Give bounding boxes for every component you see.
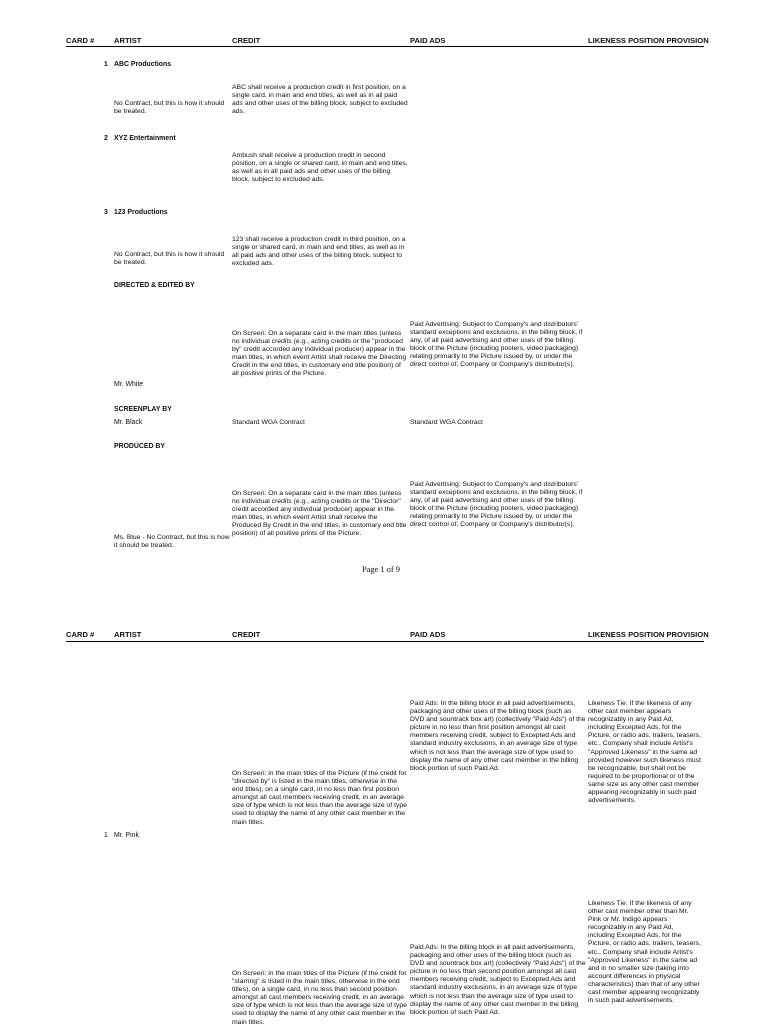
credit-text: ABC shall receive a production credit in first position, on a single card, in main and end titles, as well as in all paid ads and other uses of the billing block, subject to excluded ads. <box>232 84 408 116</box>
header-divider <box>66 641 704 642</box>
header-likeness: LIKENESS POSITION PROVISION <box>588 36 709 45</box>
header-credit: CREDIT <box>232 36 261 45</box>
paid-ads-text: Standard WGA Contract <box>410 419 483 426</box>
artist-name: Mr. Black <box>114 419 143 426</box>
credit-text: On Screen: in the main titles of the Picture (if the credit for "directed by" is listed in the main titles, otherwise in the end titles), on a single card, in no less than first position amongst all cast members receiving credit, in an average size of type which is not less than the average size of type used to display the name of any other cast member in the main titles. <box>232 770 407 826</box>
artist-name: Mr. White <box>114 381 144 388</box>
credit-text: 123 shall receive a production credit in third position, on a single or shared card, in main and end titles, as well as in all paid ads and other uses of the billing block, subject to excluded ads. <box>232 236 406 268</box>
contract-note: No Contract, but this is how it should be treated. <box>114 100 225 116</box>
artist-name: 123 Productions <box>114 209 168 216</box>
paid-ads-text: Paid Ads: In the billing block in all paid advertisements, packaging and other uses of the billing block (such as DVD and sountrack box art) (collectively "Paid Ads") of the picture in no less than first position amongst all cast members receiving credit, subject to Excepted Ads and standard industry exclusions, in an average size of type which is not less than the average size of type used to display the name of any other cast member in the billing block portion of such Paid Ad. <box>410 700 586 772</box>
header-artist: ARTIST <box>114 36 142 45</box>
header-divider <box>66 46 704 47</box>
card-number: 1 <box>104 832 108 839</box>
likeness-text: Likeness Tie: If the likeness of any other cast member other than Mr. Pink or Mr. Indigo appears recognizably in any Paid Ad, including Excepted Ads, for the Picture, or radio ads, trailers, teasers, etc., Company shall include Artist's "Approved Likeness" in the same ad and in no smaller size (taking into account differences in physical characteristics) than that of any other cast member appearing recognizably in such paid advertisements. <box>588 900 701 1005</box>
page-number: Page 1 of 9 <box>362 565 400 574</box>
credit-text: On Screen: in the main titles of the Picture (if the credit for "starring" is listed in the main titles, otherwise in the end titles), on a single card, in no less than second position amongst all cast members receiving credit, in an average size of type which is not less than the average size of type used to display the name of any other cast member in the main titles. <box>232 970 407 1026</box>
artist-name: ABC Productions <box>114 61 172 68</box>
header-paid-ads: PAID ADS <box>410 36 446 45</box>
card-number: 2 <box>104 135 108 142</box>
artist-name: Mr. Pink <box>114 832 139 839</box>
artist-name: Ms. Blue - No Contract, but this is how it should be treated. <box>114 534 230 550</box>
card-number: 3 <box>104 209 108 216</box>
artist-name: XYZ Entertainment <box>114 135 176 142</box>
section-heading-produced: PRODUCED BY <box>114 443 165 450</box>
header-card: CARD # <box>66 630 95 639</box>
header-card: CARD # <box>66 36 95 45</box>
header-artist: ARTIST <box>114 630 142 639</box>
paid-ads-text: Paid Ads: In the billing block in all paid advertisements, packaging and other uses of the billing block (such as DVD and sountrack box art) (collectively "Paid Ads") of the picture in no less than second position amongst all cast members receiving credit, subject to Excepted Ads and standard industry exclusions, in an average size of type which is not less than the average size of type used to display the name of any other cast member in the billing block portion of such Paid Ad. <box>410 944 586 1016</box>
header-likeness: LIKENESS POSITION PROVISION <box>588 630 709 639</box>
section-heading-directed: DIRECTED & EDITED BY <box>114 282 195 289</box>
credit-text: On Screen: On a separate card in the main titles (unless no individual credits (e.g., acting credits or the "produced by" credit accorded any individual producer) appear in the main titles, in which event Artist shall receive the Directing Credit in the end titles, in customary end title position) of all positive prints of the Picture. <box>232 330 407 378</box>
card-number: 1 <box>104 61 108 68</box>
section-heading-screenplay: SCREENPLAY BY <box>114 406 172 413</box>
credit-text: Standard WGA Contract <box>232 419 305 426</box>
likeness-text: Likeness Tie: If the likeness of any other cast member appears recognizably in any Paid Ad, including Excepted Ads, for the Picture, or radio ads, trailers, teasers, etc., Company shall include Artist's "Approved Likeness" in the same ad provided however such likeness must be recognizable, but shall not be required to be proportional or of the same size as any other cast member appearing recognizably in such paid advertisements. <box>588 700 701 805</box>
paid-ads-text: Paid Advertising: Subject to Company's and distributors' standard exceptions and exclusions, in the billing block, if any, of all paid advertising and other uses of the billing block of the Picture (including posters, video packaging) relating primarily to the Picture issued by, or under the direct control of, Company or Company's distributor(s). <box>410 481 583 529</box>
header-credit: CREDIT <box>232 630 261 639</box>
header-paid-ads: PAID ADS <box>410 630 446 639</box>
contract-note: No Contract, but this is how it should be treated. <box>114 251 225 267</box>
credit-text: Ambush shall receive a production credit in second position, on a single or shared card, in main and end titles, as well as in all paid ads and other uses of the billing block, subject to excluded ads. <box>232 152 408 184</box>
paid-ads-text: Paid Advertising: Subject to Company's and distributors' standard exceptions and exclusions, in the billing block, if any, of all paid advertising and other uses of the billing block of the Picture (including posters, video packaging) relating primarily to the Picture issued by, or under the direct control of, Company or Company's distributor(s). <box>410 321 583 369</box>
credit-text: On Screen: On a separate card in the main titles (unless no individual credits (e.g., acting credits or the "Director" credit accorded any individual producer) appear in the main titles, in which event Artist shall receive the Produced By Credit in the end titles, in customary end title position) of all positive prints of the Picture. <box>232 490 407 538</box>
